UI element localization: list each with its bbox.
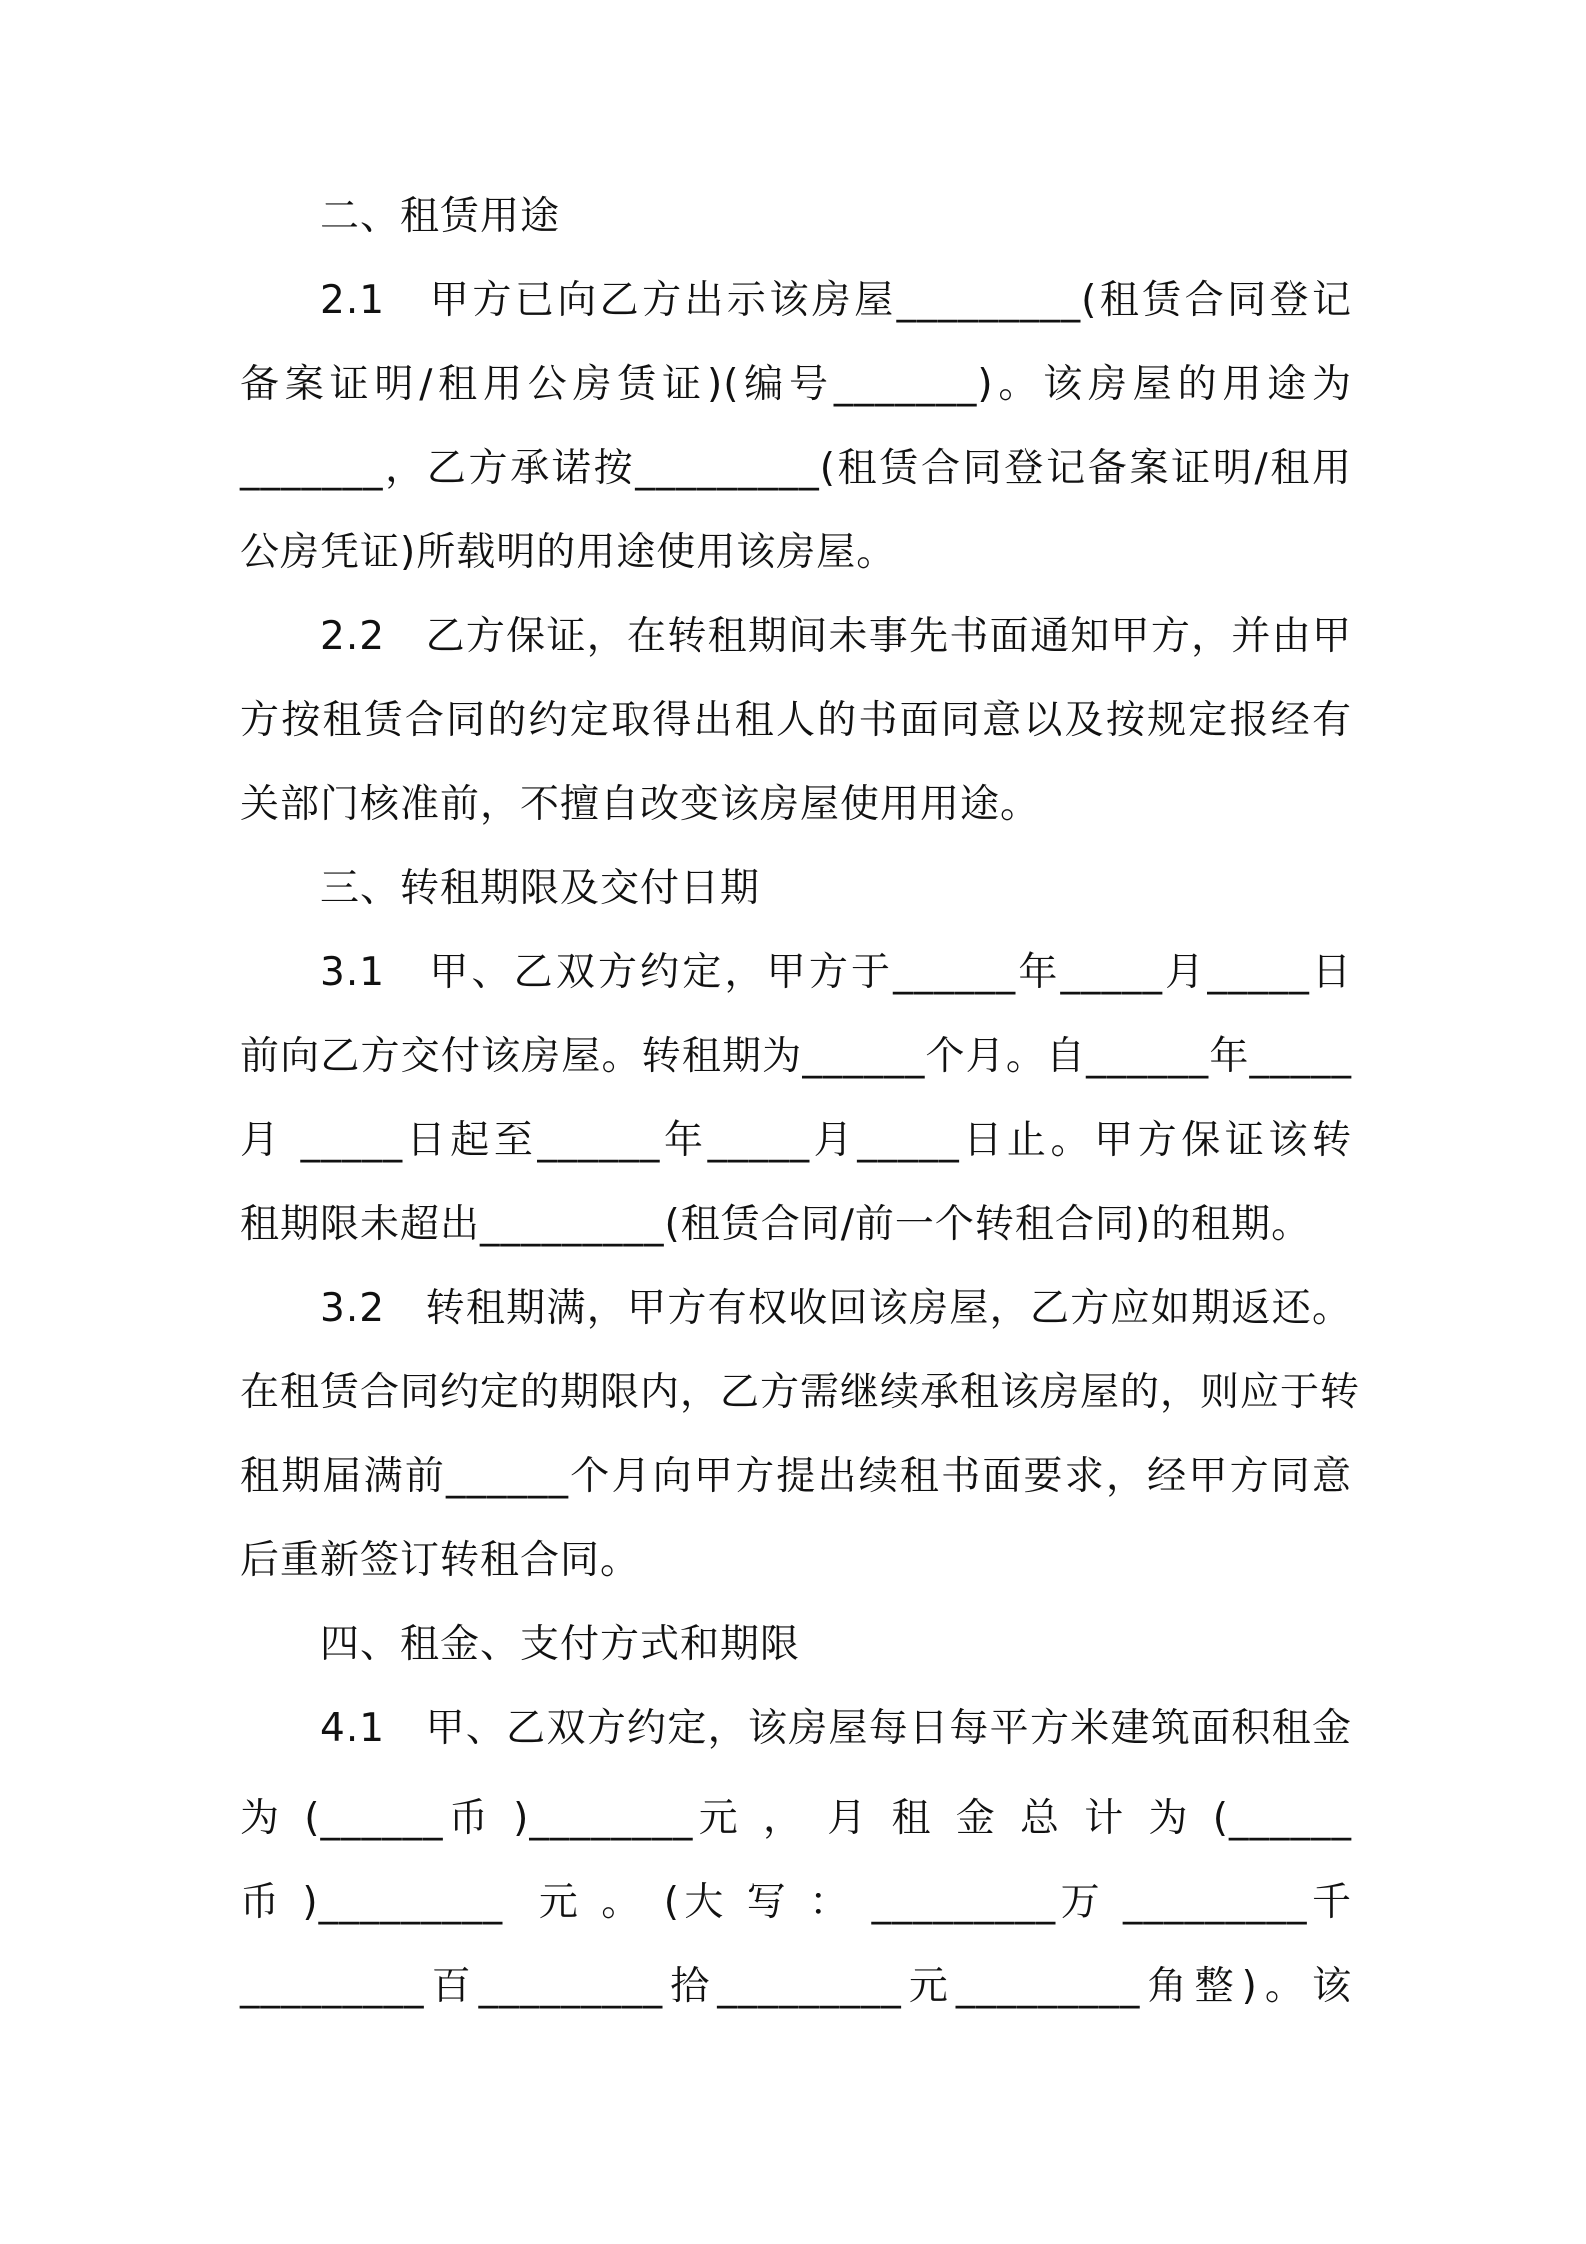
clause-4-1-line-1: 4.1 甲、乙双方约定，该房屋每日每平方米建筑面积租金 [320, 1706, 1352, 1751]
clause-2-1-line-1: 2.1 甲方已向乙方出示该房屋_________(租赁合同登记 [320, 278, 1352, 323]
clause-3-1-line-2: 前向乙方交付该房屋。转租期为______个月。自______年_____ [240, 1034, 1352, 1079]
clause-4-1-line-2: 为 (______币 )________元 ， 月 租 金 总 计 为 (______ [240, 1796, 1352, 1841]
clause-2-2-line-3: 关部门核准前，不擅自改变该房屋使用用途。 [240, 782, 1041, 827]
clause-4-1-line-3: 币 )_________ 元 。 (大 写 ： _________万 _________千 [240, 1880, 1352, 1925]
section-heading-3: 三、转租期限及交付日期 [320, 866, 761, 911]
section-heading-4: 四、租金、支付方式和期限 [320, 1622, 801, 1667]
clause-3-1-line-3: 月 _____日起至______年_____月_____日止。甲方保证该转 [240, 1118, 1352, 1163]
clause-3-2-line-2: 在租赁合同约定的期限内，乙方需继续承租该房屋的，则应于转 [240, 1370, 1361, 1415]
clause-4-1-line-4: _________百_________拾_________元_________角整)。该 [240, 1964, 1352, 2009]
clause-3-1-line-4: 租期限未超出_________(租赁合同/前一个转租合同)的租期。 [240, 1202, 1312, 1247]
clause-2-1-line-2: 备案证明/租用公房赁证)(编号_______)。该房屋的用途为 [240, 362, 1352, 407]
clause-3-1-line-1: 3.1 甲、乙双方约定，甲方于______年_____月_____日 [320, 950, 1352, 995]
clause-2-1-line-4: 公房凭证)所载明的用途使用该房屋。 [240, 530, 897, 575]
clause-2-2-line-2: 方按租赁合同的约定取得出租人的书面同意以及按规定报经有 [240, 698, 1352, 743]
clause-2-2-line-1: 2.2 乙方保证，在转租期间未事先书面通知甲方，并由甲 [320, 614, 1352, 659]
clause-3-2-line-1: 3.2 转租期满，甲方有权收回该房屋，乙方应如期返还。 [320, 1286, 1352, 1331]
section-heading-2: 二、租赁用途 [320, 194, 561, 239]
clause-3-2-line-4: 后重新签订转租合同。 [240, 1538, 641, 1583]
clause-3-2-line-3: 租期届满前______个月向甲方提出续租书面要求，经甲方同意 [240, 1454, 1352, 1499]
clause-2-1-line-3: _______，乙方承诺按_________(租赁合同登记备案证明/租用 [240, 446, 1352, 491]
